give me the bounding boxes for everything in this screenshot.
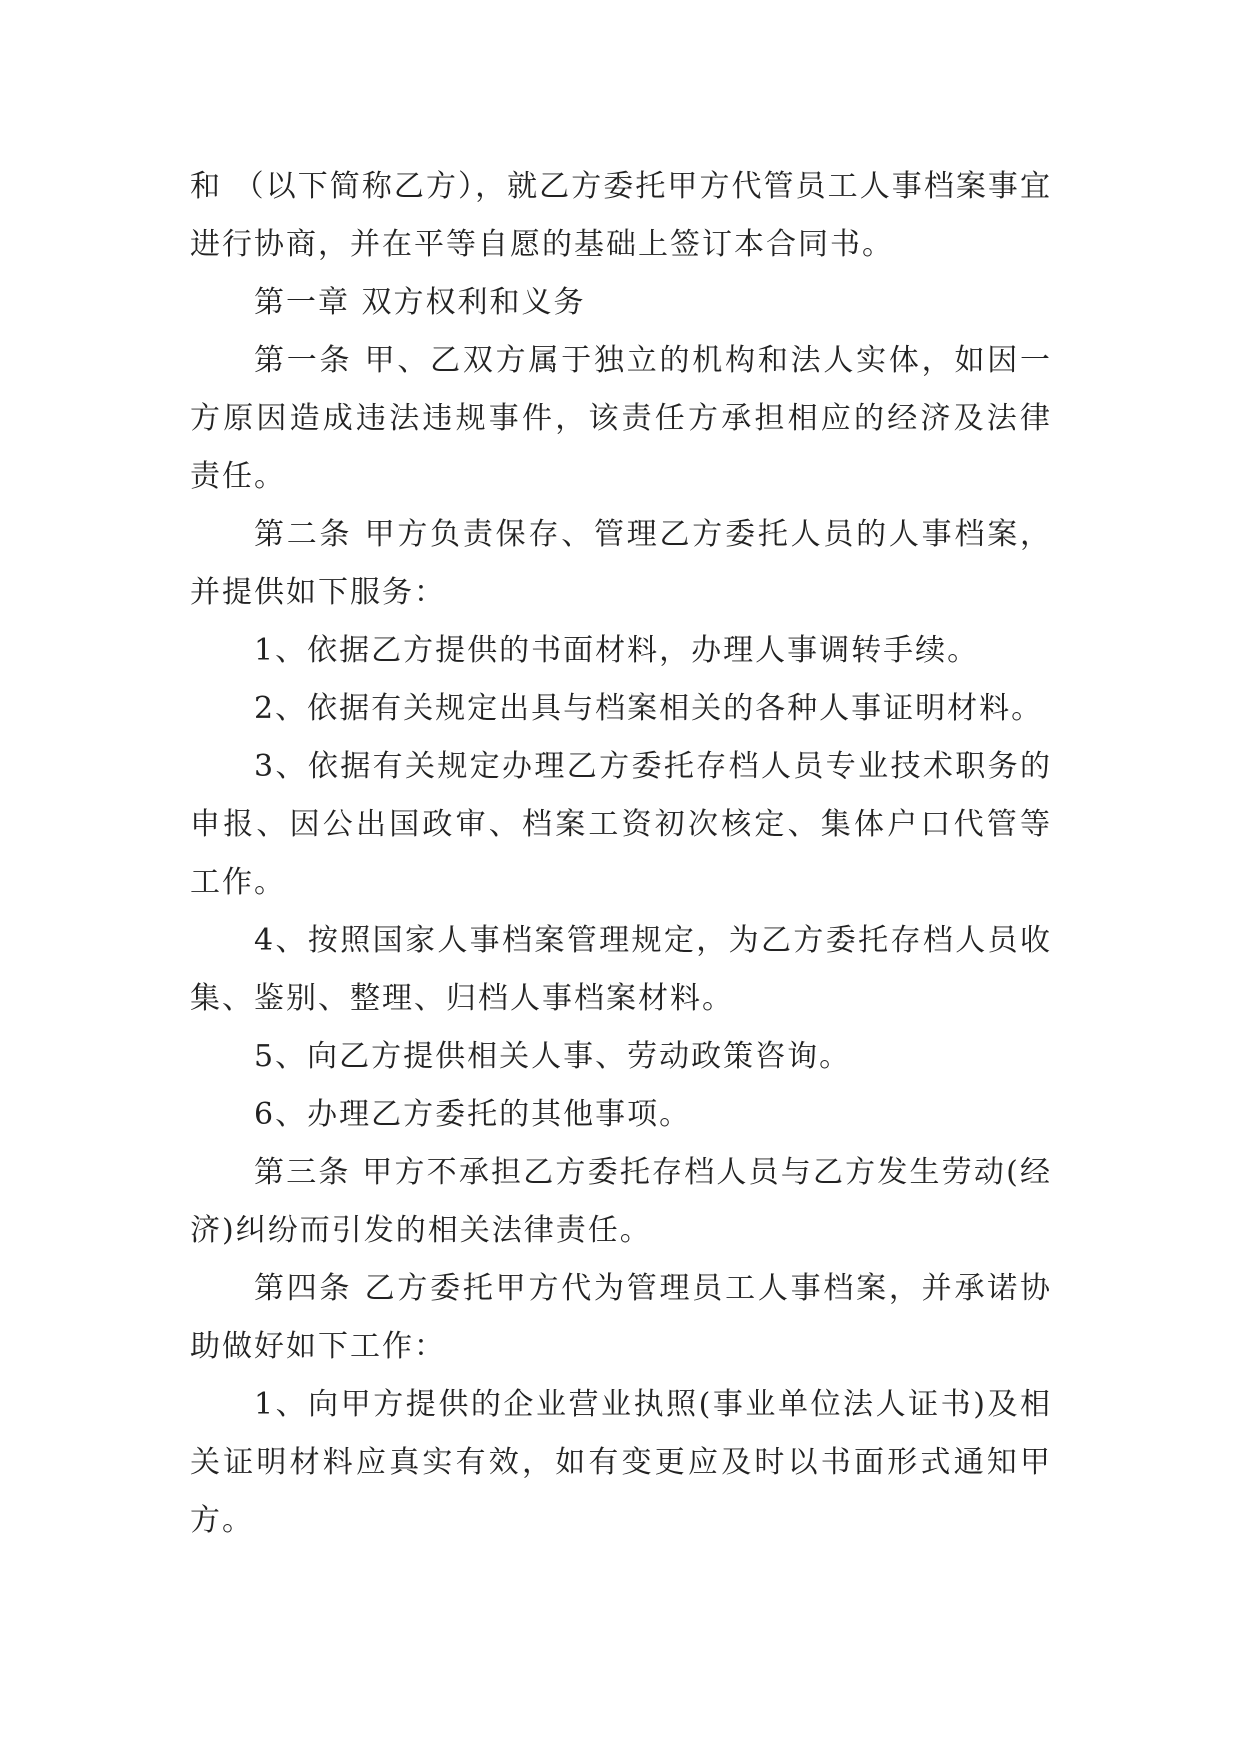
paragraph-intro: 和 （以下简称乙方），就乙方委托甲方代管员工人事档案事宜进行协商，并在平等自愿的基础上签订本合同书。 — [190, 169, 1052, 262]
article-4: 第四条 乙方委托甲方代为管理员工人事档案，并承诺协助做好如下工作： — [190, 1271, 1052, 1364]
article-2-item-5: 5、向乙方提供相关人事、劳动政策咨询。 — [254, 1039, 852, 1074]
article-2-item-1: 1、依据乙方提供的书面材料，办理人事调转手续。 — [254, 633, 980, 668]
article-2-item-3: 3、依据有关规定办理乙方委托存档人员专业技术职务的申报、因公出国政审、档案工资初次核定、集体户口代管等工作。 — [190, 749, 1052, 900]
article-2-item-4: 4、按照国家人事档案管理规定，为乙方委托存档人员收集、鉴别、整理、归档人事档案材料。 — [190, 923, 1052, 1016]
article-1: 第一条 甲、乙双方属于独立的机构和法人实体，如因一方原因造成违法违规事件，该责任方承担相应的经济及法律责任。 — [190, 343, 1052, 494]
article-2-item-2: 2、依据有关规定出具与档案相关的各种人事证明材料。 — [254, 691, 1044, 726]
article-2-item-6: 6、办理乙方委托的其他事项。 — [254, 1097, 692, 1132]
article-2: 第二条 甲方负责保存、管理乙方委托人员的人事档案，并提供如下服务： — [190, 517, 1052, 610]
document-body — [190, 158, 1052, 1550]
article-4-item-1: 1、向甲方提供的企业营业执照(事业单位法人证书)及相关证明材料应真实有效，如有变更应及时以书面形式通知甲方。 — [190, 1387, 1052, 1538]
chapter-heading: 第一章 双方权利和义务 — [254, 285, 586, 320]
article-3: 第三条 甲方不承担乙方委托存档人员与乙方发生劳动(经济)纠纷而引发的相关法律责任。 — [190, 1155, 1052, 1248]
